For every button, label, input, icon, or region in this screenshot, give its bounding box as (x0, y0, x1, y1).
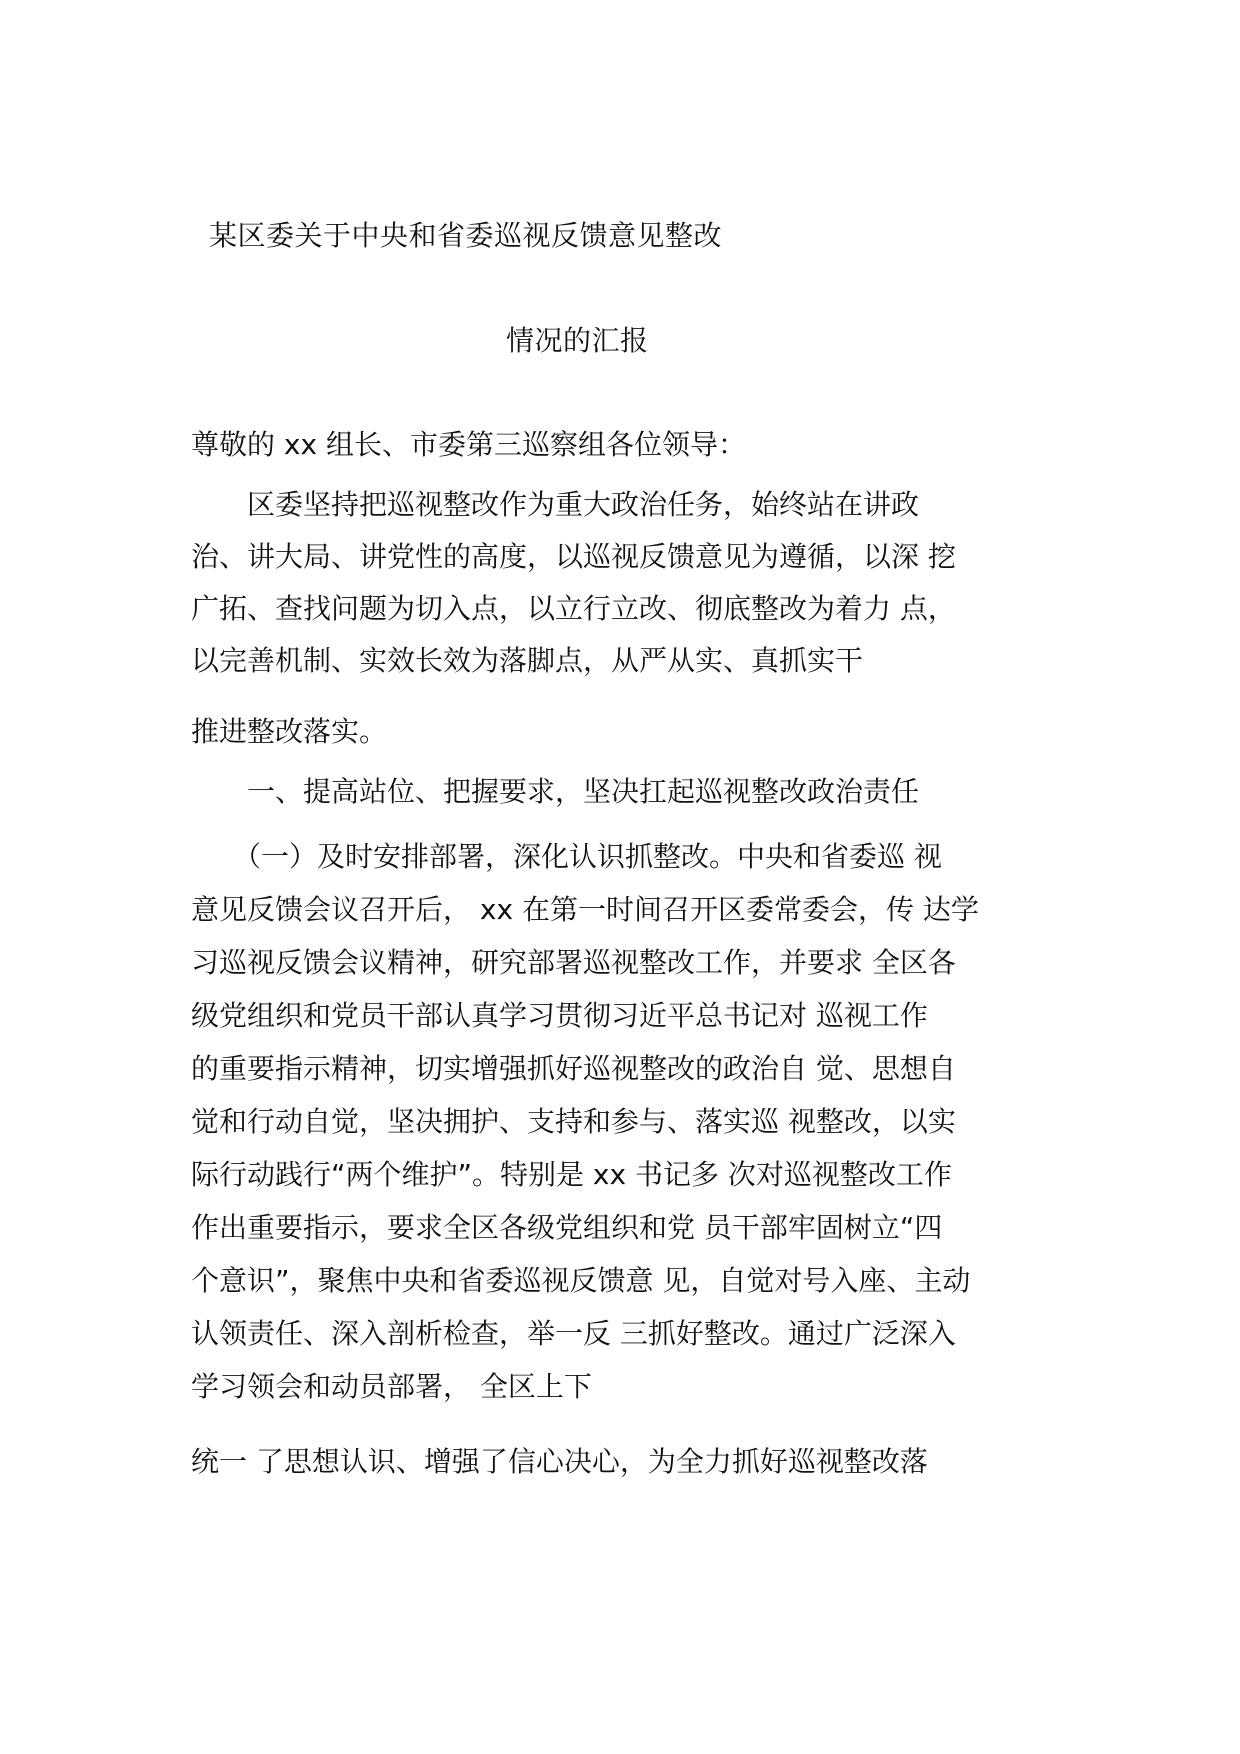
body-line: 意见反馈会议召开后， xx 在第一时间召开区委常委会，传 达学 (191, 893, 979, 926)
body-line: 的重要指示精神，切实增强抓好巡视整改的政治自 觉、思想自 (191, 1052, 956, 1085)
body-line: 级党组织和党员干部认真学习贯彻习近平总书记对 巡视工作 (191, 999, 928, 1032)
salutation: 尊敬的 xx 组长、市委第三巡察组各位领导： (191, 428, 746, 461)
body-line: 以完善机制、实效长效为落脚点，从严从实、真抓实干 (191, 644, 864, 677)
body-line: 个意识”，聚焦中央和省委巡视反馈意 见，自觉对号入座、主动 (191, 1264, 971, 1297)
document-title-line-1: 某区委关于中央和省委巡视反馈意见整改 (209, 219, 723, 252)
body-line: 认领责任、深入剖析检查，举一反 三抓好整改。通过广泛深入 (191, 1317, 956, 1350)
subsection-heading: （一）及时安排部署，深化认识抓整改。中央和省委巡 视 (191, 840, 942, 873)
body-line: 推进整改落实。 (191, 715, 388, 748)
body-line: 际行动践行“两个维护”。特别是 xx 书记多 次对巡视整改工作 (191, 1158, 952, 1191)
body-line: 学习领会和动员部署， 全区上下 (191, 1370, 592, 1403)
body-line: 治、讲大局、讲党性的高度，以巡视反馈意见为遵循，以深 挖 (191, 540, 956, 573)
body-line: 习巡视反馈会议精神，研究部署巡视整改工作，并要求 全区各 (191, 946, 956, 979)
body-line: 广拓、查找问题为切入点，以立行立改、彻底整改为着力 点， (191, 592, 956, 625)
body-line: 区委坚持把巡视整改作为重大政治任务，始终站在讲政 (191, 488, 920, 521)
document-title-line-2: 情况的汇报 (506, 324, 649, 357)
body-line: 统一 了思想认识、增强了信心决心，为全力抓好巡视整改落 (191, 1445, 928, 1478)
body-line: 作出重要指示，要求全区各级党组织和党 员干部牢固树立“四 (191, 1211, 943, 1244)
section-heading: 一、提高站位、把握要求，坚决扛起巡视整改政治责任 (191, 775, 920, 808)
body-line: 觉和行动自觉，坚决拥护、支持和参与、落实巡 视整改，以实 (191, 1105, 956, 1138)
